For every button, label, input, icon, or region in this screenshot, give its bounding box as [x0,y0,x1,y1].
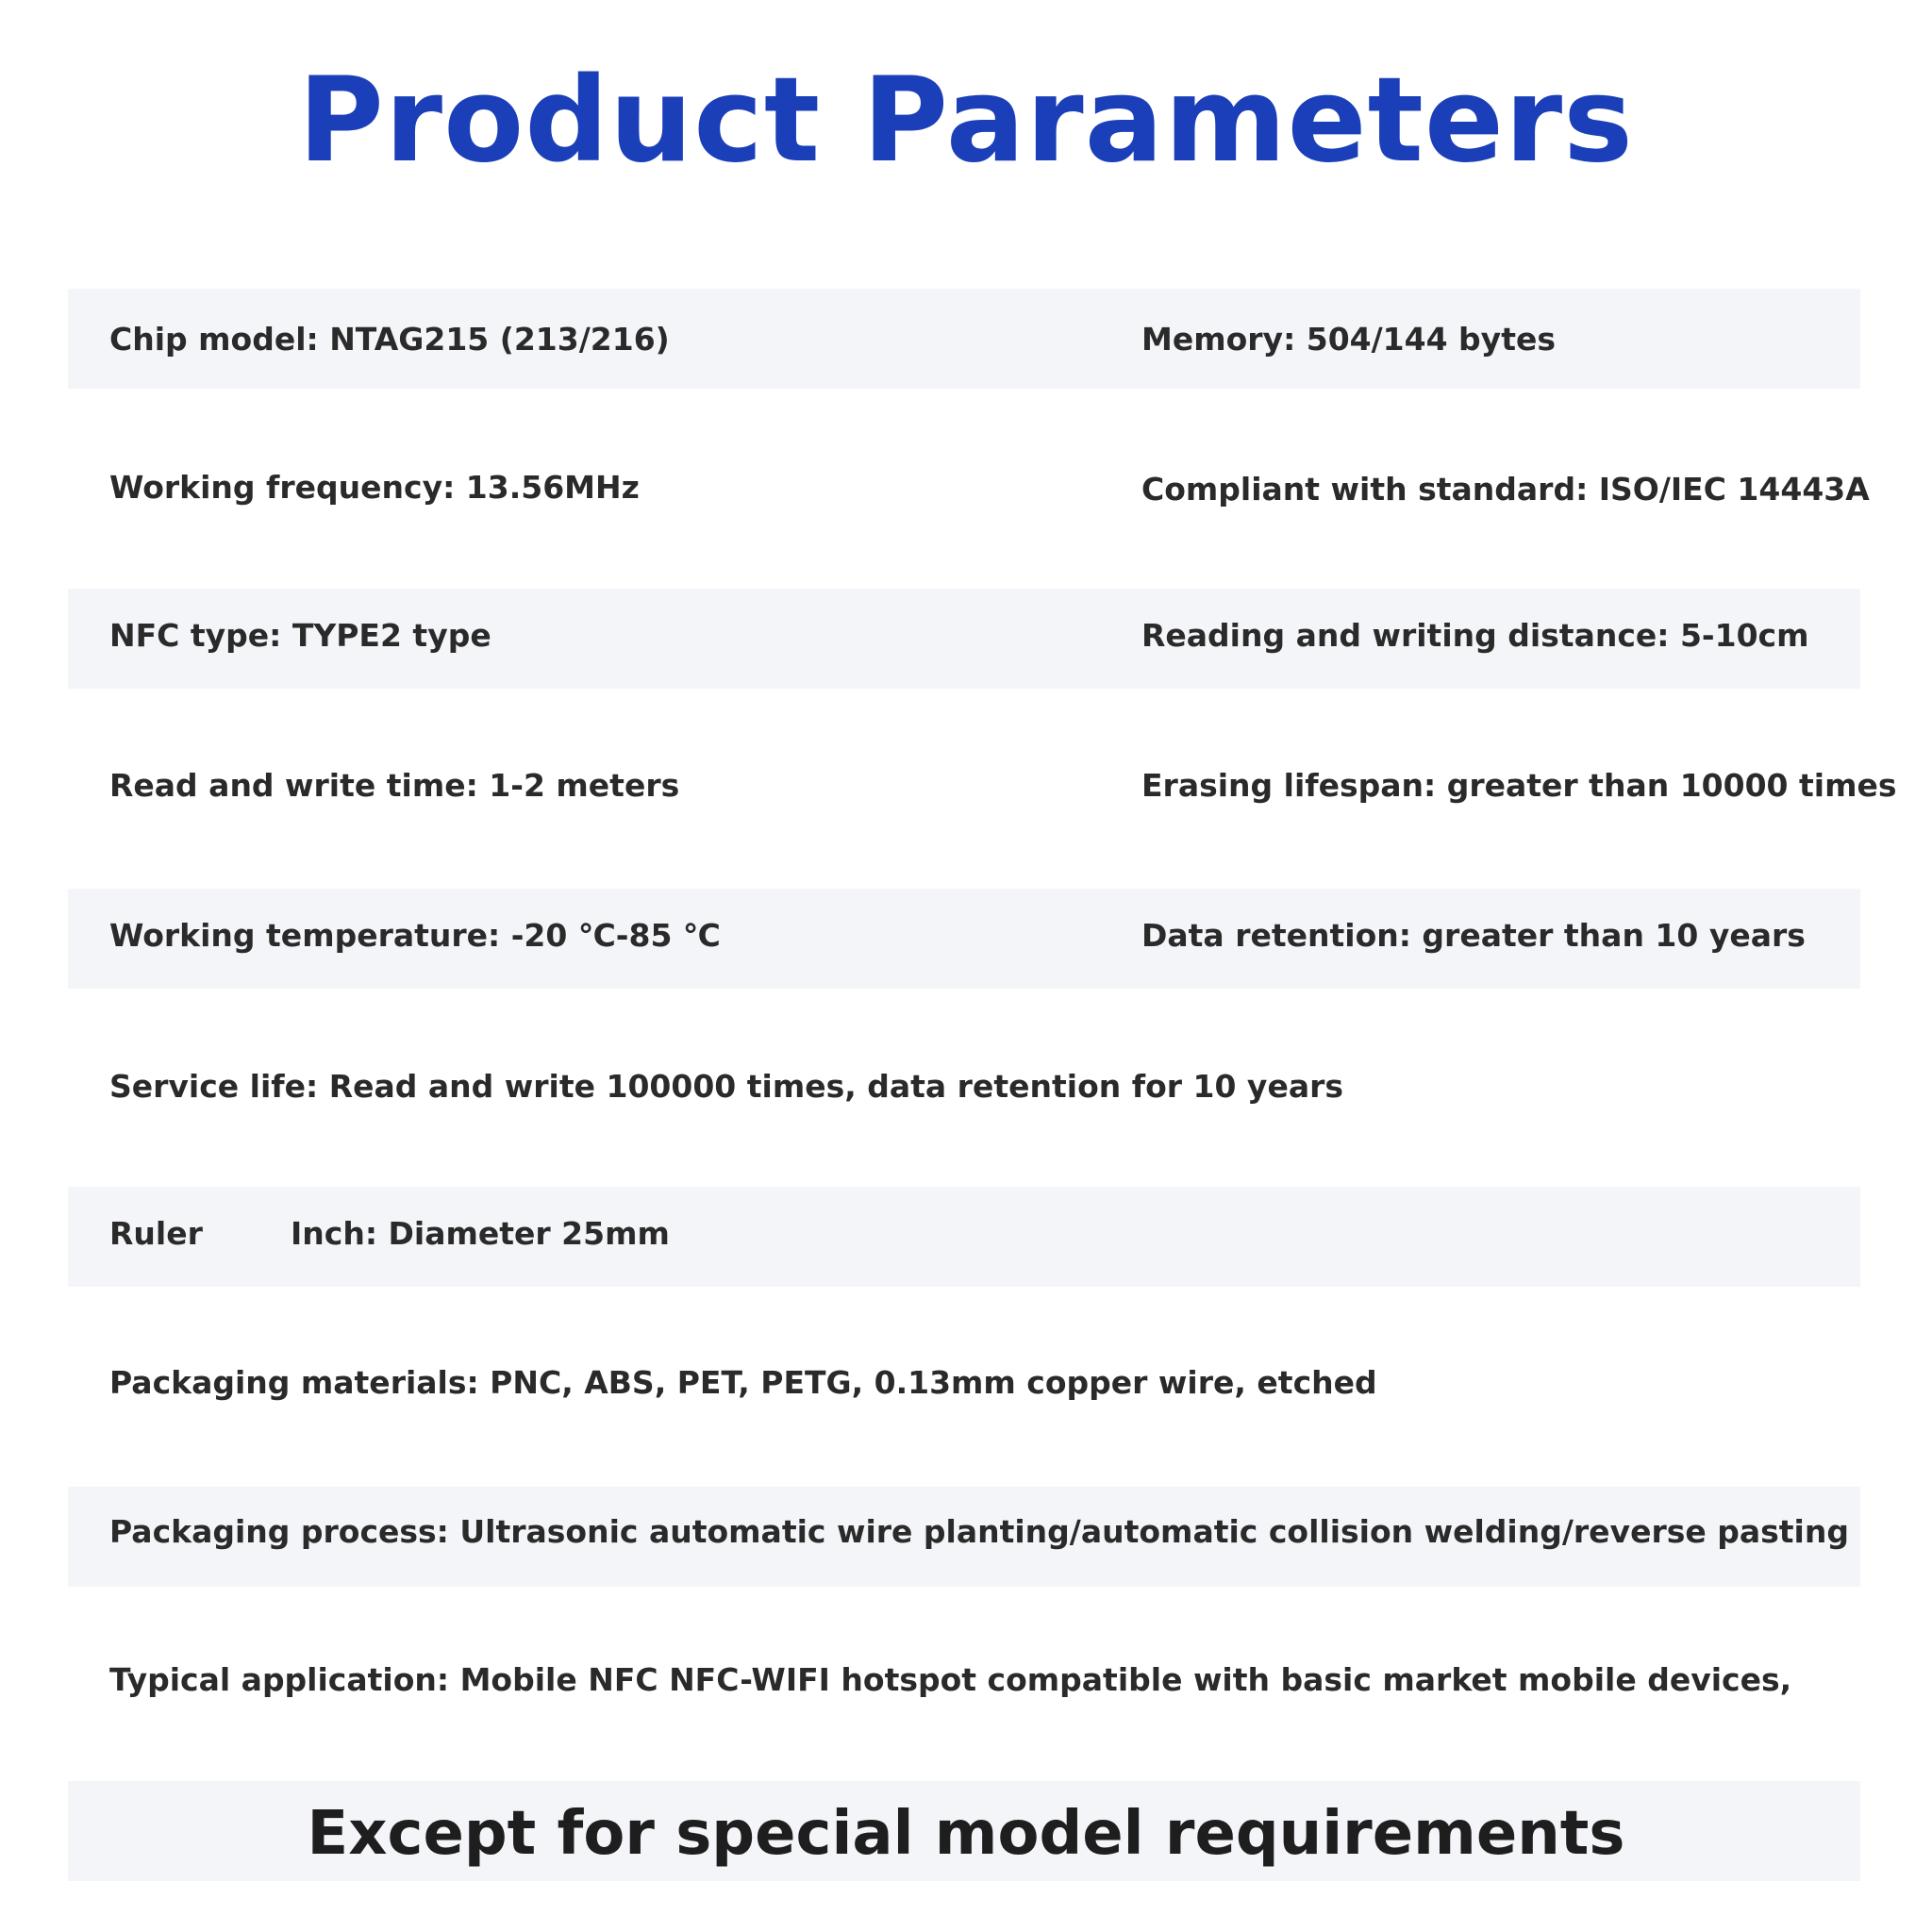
typical-application-value: Typical application: Mobile NFC NFC-WIFI hotspot compatible with basic market mobile devices, [109,1661,1792,1698]
erasing-lifespan-value: Erasing lifespan: greater than 10000 times [1141,767,1897,804]
data-retention-value: Data retention: greater than 10 years [1141,917,1806,954]
footer-note: Except for special model requirements [307,1799,1625,1869]
working-temperature-value: Working temperature: -20 ℃-85 ℃ [109,917,721,954]
ruler-value: Inch: Diameter 25mm [291,1215,670,1252]
packaging-process-value: Packaging process: Ultrasonic automatic wire planting/automatic collision welding/reverse pasting [109,1513,1849,1550]
packaging-materials-value: Packaging materials: PNC, ABS, PET, PETG, 0.13mm copper wire, etched [109,1364,1377,1401]
nfc-type-value: NFC type: TYPE2 type [109,617,491,654]
memory-value: Memory: 504/144 bytes [1141,321,1556,358]
standard-value: Compliant with standard: ISO/IEC 14443A [1141,471,1870,508]
ruler-label: Ruler [109,1215,203,1252]
working-frequency-value: Working frequency: 13.56MHz [109,469,640,506]
service-life-value: Service life: Read and write 100000 times, data retention for 10 years [109,1068,1344,1105]
read-write-distance-value: Reading and writing distance: 5-10cm [1141,617,1809,654]
read-write-time-value: Read and write time: 1-2 meters [109,767,680,804]
chip-model-value: Chip model: NTAG215 (213/216) [109,321,670,358]
page-title: Product Parameters [298,53,1634,189]
